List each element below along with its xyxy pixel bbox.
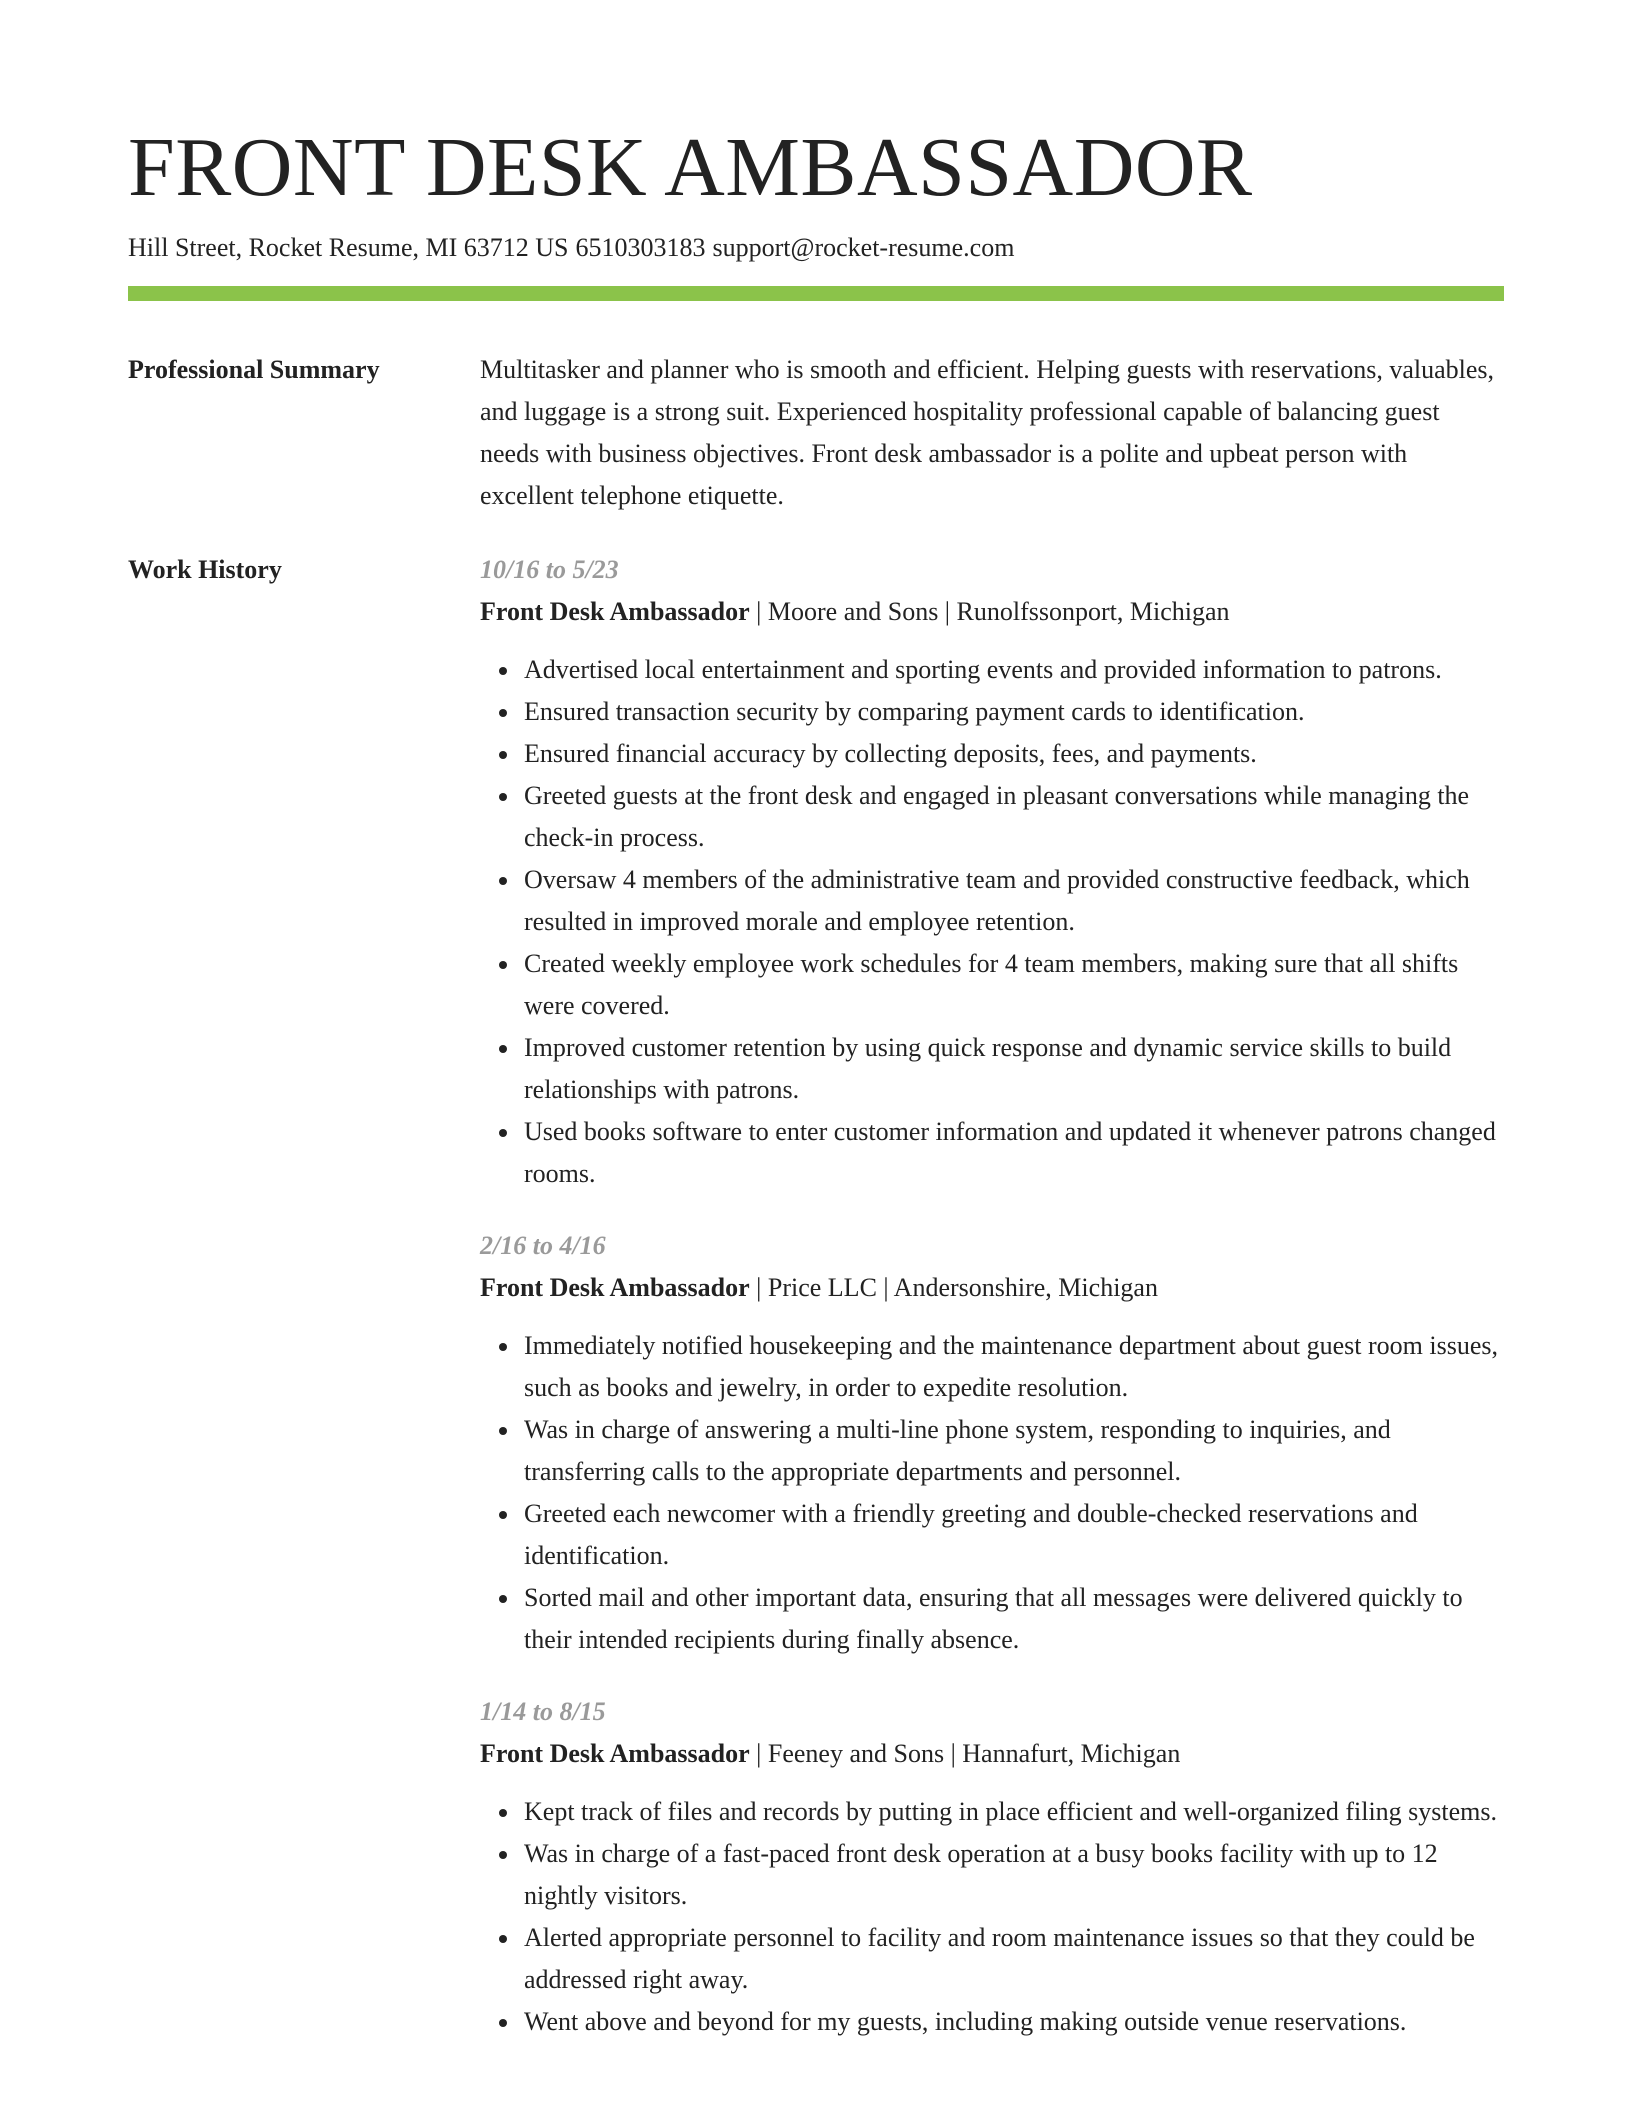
job-title: Front Desk Ambassador: [480, 1739, 750, 1768]
list-item: Went above and beyond for my guests, including making outside venue reservations.: [524, 2001, 1504, 2043]
job-duties-list: [480, 649, 1504, 1195]
list-item: Was in charge of a fast-paced front desk operation at a busy books facility with up to 12 nightly visitors.: [524, 1833, 1504, 1917]
job-dates: 2/16 to 4/16: [480, 1231, 606, 1260]
list-item: Ensured financial accuracy by collecting deposits, fees, and payments.: [524, 733, 1504, 775]
job-duties-list: [480, 1791, 1504, 2043]
list-item: Created weekly employee work schedules for 4 team members, making sure that all shifts were covered.: [524, 943, 1504, 1027]
list-item: Sorted mail and other important data, ensuring that all messages were delivered quickly to their intended recipients during finally absence.: [524, 1577, 1504, 1661]
job-dates: 10/16 to 5/23: [480, 555, 619, 584]
contact-line: [128, 230, 1014, 266]
list-item: Kept track of files and records by putting in place efficient and well-organized filing systems.: [524, 1791, 1504, 1833]
list-item: Improved customer retention by using quick response and dynamic service skills to build relationships with patrons.: [524, 1027, 1504, 1111]
list-item: Used books software to enter customer information and updated it whenever patrons changed rooms.: [524, 1111, 1504, 1195]
list-item: Was in charge of answering a multi-line phone system, responding to inquiries, and transferring calls to the appropriate departments and personnel.: [524, 1409, 1504, 1493]
list-item: Immediately notified housekeeping and the maintenance department about guest room issues, such as books and jewelry, in order to expedite resolution.: [524, 1325, 1504, 1409]
list-item: Advertised local entertainment and sporting events and provided information to patrons.: [524, 649, 1504, 691]
summary-body: [480, 349, 1504, 517]
section-heading-professional-summary: Professional Summary: [128, 355, 380, 384]
candidate-name: FRONT DESK AMBASSADOR: [128, 121, 1253, 214]
job-title: Front Desk Ambassador: [480, 1273, 750, 1302]
job-title: Front Desk Ambassador: [480, 597, 750, 626]
summary-text: Multitasker and planner who is smooth and efficient. Helping guests with reservations, valuables, and luggage is a strong suit. Experienced hospitality professional capable of balancing guest needs with business objectives. Front desk ambassador is a polite and upbeat person with excellent telephone etiquette.: [480, 355, 1495, 510]
accent-divider: [128, 286, 1504, 301]
job-heading: [480, 1267, 1504, 1309]
phone-number: 6510303183: [575, 233, 706, 262]
job-heading: [480, 1733, 1504, 1775]
job-duties-list: [480, 1325, 1504, 1661]
job-employer-location: | Price LLC | Andersonshire, Michigan: [749, 1273, 1158, 1302]
list-item: Greeted guests at the front desk and engaged in pleasant conversations while managing the check-in process.: [524, 775, 1504, 859]
work-history-body: [480, 549, 1504, 2073]
job-employer-location: | Moore and Sons | Runolfssonport, Michigan: [749, 597, 1230, 626]
address: Hill Street, Rocket Resume, MI 63712 US: [128, 233, 569, 262]
section-heading-work-history: Work History: [128, 555, 282, 584]
list-item: Ensured transaction security by comparing payment cards to identification.: [524, 691, 1504, 733]
job-entry: [480, 1225, 1504, 1661]
list-item: Oversaw 4 members of the administrative team and provided constructive feedback, which resulted in improved morale and employee retention.: [524, 859, 1504, 943]
job-dates: 1/14 to 8/15: [480, 1697, 606, 1726]
list-item: Alerted appropriate personnel to facility and room maintenance issues so that they could be addressed right away.: [524, 1917, 1504, 2001]
job-employer-location: | Feeney and Sons | Hannafurt, Michigan: [749, 1739, 1181, 1768]
job-heading: [480, 591, 1504, 633]
job-entry: [480, 549, 1504, 1195]
job-entry: [480, 1691, 1504, 2043]
list-item: Greeted each newcomer with a friendly greeting and double-checked reservations and identification.: [524, 1493, 1504, 1577]
email-address: support@rocket-resume.com: [712, 233, 1015, 262]
